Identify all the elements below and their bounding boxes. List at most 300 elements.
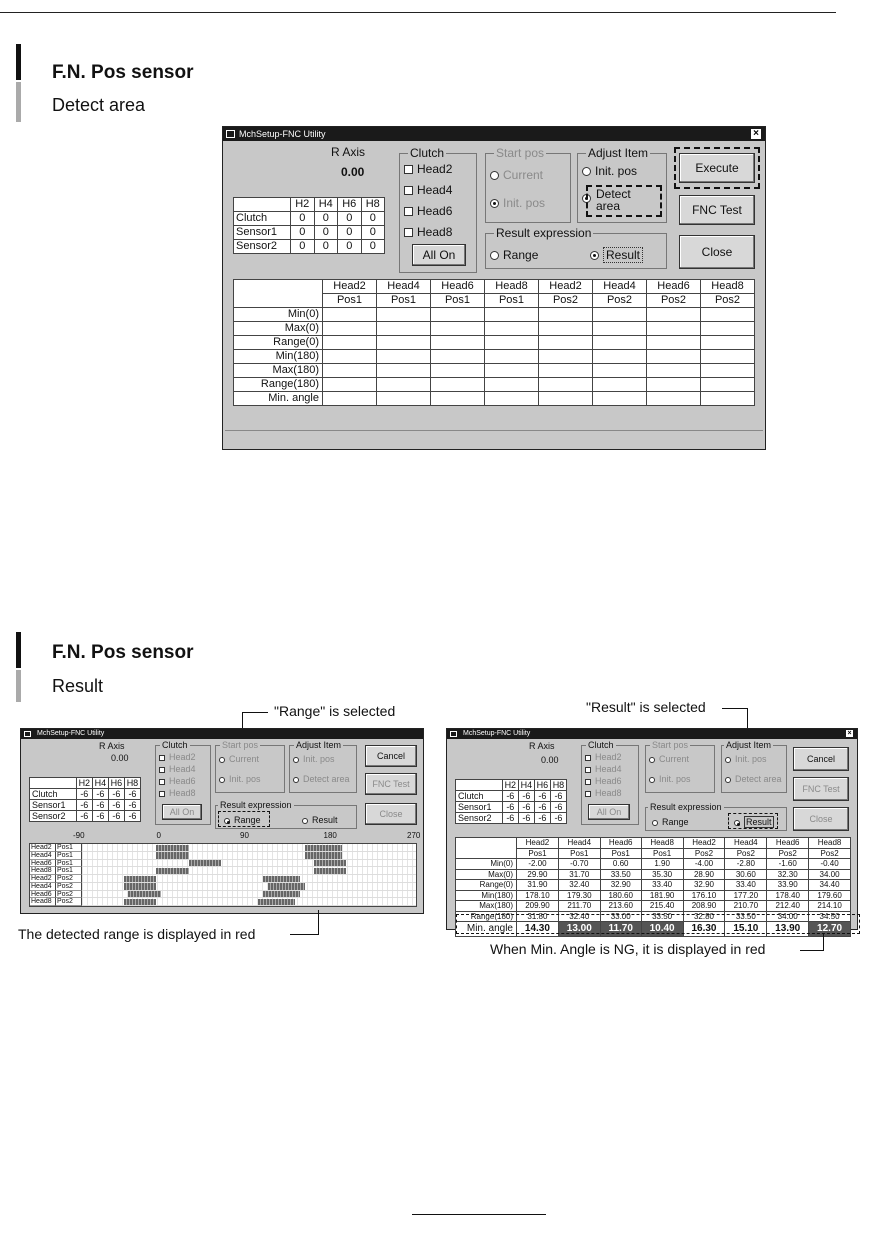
detected-range-bar: [258, 899, 295, 905]
all-on-button[interactable]: All On: [412, 244, 466, 266]
row-label: Max(180): [456, 901, 517, 912]
table-cell: [701, 308, 755, 322]
table-cell: 32.40: [558, 880, 600, 891]
header-rule: [0, 12, 836, 13]
detected-range-bar: [305, 845, 342, 851]
mini-cell: 0: [338, 240, 362, 254]
min-angle-ng-cell: 11.70: [600, 922, 641, 937]
close-button[interactable]: Close: [793, 807, 849, 831]
detected-range-bar: [156, 845, 188, 851]
table-cell: [701, 378, 755, 392]
mini-cell: -6: [550, 791, 566, 802]
close-button[interactable]: Close: [365, 803, 417, 825]
mini-cell: 0: [361, 240, 385, 254]
mini-cell: -6: [502, 791, 518, 802]
adjust-item-label: Adjust Item: [588, 146, 649, 160]
table-cell: [701, 336, 755, 350]
window-title: MchSetup-FNC Utility: [37, 730, 105, 737]
table-cell: 212.40: [767, 901, 809, 912]
col-head: Head4: [558, 838, 600, 849]
table-cell: 34.50: [809, 911, 851, 922]
col-pos: Pos2: [767, 848, 809, 859]
table-cell: 211.70: [558, 901, 600, 912]
mini-cell: -6: [108, 789, 124, 800]
col-pos: Pos1: [323, 294, 377, 308]
clutch-head6-checkbox[interactable]: Head6: [404, 204, 452, 218]
result-selected-annotation: "Result" is selected: [586, 699, 706, 715]
table-cell: [701, 322, 755, 336]
app-icon: [226, 130, 235, 138]
col-pos: Pos2: [725, 848, 767, 859]
range-radio[interactable]: Range: [490, 248, 538, 262]
range-highlight: [218, 811, 270, 827]
startpos-group: [485, 146, 571, 223]
table-row: [456, 880, 851, 891]
table-cell: 32.90: [683, 880, 725, 891]
clutch-head6-checkbox[interactable]: Head6: [159, 776, 196, 786]
adjust-detect-area-radio[interactable]: Detect area: [582, 188, 642, 212]
table-cell: [701, 364, 755, 378]
adjust-item-group: [289, 740, 357, 793]
table-cell: 33.50: [725, 911, 767, 922]
raxis-label: R Axis: [529, 741, 555, 751]
table-cell: [539, 350, 593, 364]
mini-header: H2: [76, 778, 92, 789]
mini-cell: -6: [502, 813, 518, 824]
mini-cell: 0: [291, 240, 315, 254]
clutch-group: [155, 740, 211, 825]
table-row: [234, 350, 755, 364]
raxis-value: 0.00: [341, 165, 365, 179]
range-row-head: Head6: [30, 860, 56, 868]
row-label: Min(180): [234, 350, 323, 364]
close-icon[interactable]: ×: [847, 730, 852, 737]
mini-cell: 0: [291, 212, 315, 226]
table-cell: 215.40: [641, 901, 683, 912]
table-cell: -2.00: [517, 859, 559, 870]
col-pos: Pos2: [593, 294, 647, 308]
table-cell: -1.60: [767, 859, 809, 870]
range-row-pos: Pos1: [56, 852, 82, 860]
window-titlebar: [21, 729, 423, 739]
mini-row-label: Sensor2: [456, 813, 503, 824]
row-label: Range(0): [234, 336, 323, 350]
callout-line: [318, 910, 319, 934]
result-radio[interactable]: Result: [734, 817, 774, 827]
clutch-head4-checkbox[interactable]: Head4: [159, 764, 196, 774]
col-head: Head4: [377, 280, 431, 294]
adjust-initpos-radio[interactable]: Init. pos: [582, 164, 637, 178]
table-cell: [593, 364, 647, 378]
clutch-head6-checkbox[interactable]: Head6: [585, 776, 622, 786]
table-cell: -2.80: [725, 859, 767, 870]
fnc-test-button[interactable]: FNC Test: [679, 195, 755, 225]
table-row: [456, 859, 851, 870]
table-row: [456, 901, 851, 912]
table-cell: 1.90: [641, 859, 683, 870]
detected-range-bar: [263, 876, 300, 882]
mini-corner: [234, 198, 291, 212]
table-cell: [539, 336, 593, 350]
table-cell: [323, 336, 377, 350]
range-row-head: Head4: [30, 883, 56, 891]
table-cell: [485, 364, 539, 378]
startpos-initpos-radio[interactable]: Init. pos: [649, 774, 691, 784]
table-cell: [377, 336, 431, 350]
table-cell: [593, 336, 647, 350]
table-cell: 31.90: [517, 880, 559, 891]
cancel-button[interactable]: Cancel: [365, 745, 417, 767]
mini-cell: 0: [361, 212, 385, 226]
adjust-initpos-radio[interactable]: Init. pos: [293, 754, 335, 764]
mini-cell: -6: [518, 802, 534, 813]
detected-range-bar: [268, 883, 305, 889]
range-selected-annotation: "Range" is selected: [274, 703, 396, 719]
mini-cell: 0: [314, 240, 338, 254]
fnc-utility-window-range: [20, 728, 424, 914]
row-label: Range(180): [456, 911, 517, 922]
callout-line: [722, 708, 748, 709]
mini-cell: 0: [338, 212, 362, 226]
range-row-track: [82, 860, 416, 868]
axis-tick-label: 90: [240, 831, 249, 840]
callout-line: [823, 934, 824, 950]
col-head: Head2: [683, 838, 725, 849]
mini-table: [29, 777, 141, 822]
startpos-current-radio[interactable]: Current: [649, 754, 689, 764]
col-head: Head2: [539, 280, 593, 294]
mini-row-label: Sensor1: [456, 802, 503, 813]
table-cell: [485, 308, 539, 322]
mini-header: H4: [518, 780, 534, 791]
table-cell: [485, 322, 539, 336]
clutch-head8-checkbox[interactable]: Head8: [159, 788, 196, 798]
angle-axis: [29, 831, 421, 841]
result-expression-group: [645, 802, 787, 831]
table-cell: [647, 322, 701, 336]
table-row: [234, 336, 755, 350]
adjust-item-label: Adjust Item: [296, 740, 342, 750]
range-row-head: Head8: [30, 898, 56, 906]
adjust-detect-area-radio[interactable]: Detect area: [293, 774, 350, 784]
result-radio[interactable]: Result: [302, 815, 338, 825]
result-expression-group: [215, 800, 357, 829]
mini-table: [233, 197, 385, 254]
table-cell: 178.40: [767, 890, 809, 901]
table-cell: [431, 350, 485, 364]
section-marker: [16, 670, 21, 702]
table-cell: [593, 392, 647, 406]
clutch-head4-checkbox[interactable]: Head4: [585, 764, 622, 774]
mini-header: H6: [534, 780, 550, 791]
col-pos: Pos1: [485, 294, 539, 308]
col-pos: Pos2: [683, 848, 725, 859]
mini-cell: 0: [314, 226, 338, 240]
all-on-button[interactable]: All On: [162, 804, 202, 820]
range-row-head: Head6: [30, 891, 56, 899]
fnc-utility-window: [222, 126, 766, 450]
startpos-label: Start pos: [222, 740, 259, 750]
startpos-label: Start pos: [496, 146, 545, 160]
mini-cell: -6: [92, 789, 108, 800]
axis-tick-label: -90: [73, 831, 85, 840]
range-row-head: Head8: [30, 867, 56, 875]
adjust-detect-area-radio[interactable]: Detect area: [725, 774, 782, 784]
mini-header: H2: [502, 780, 518, 791]
mini-header: H8: [124, 778, 140, 789]
mini-cell: -6: [534, 813, 550, 824]
fnc-utility-window-result: [446, 728, 858, 934]
mini-row-label: Sensor1: [234, 226, 291, 240]
detected-range-bar: [124, 899, 156, 905]
table-row: [456, 869, 851, 880]
col-head: Head6: [431, 280, 485, 294]
mini-header: H2: [291, 198, 315, 212]
table-cell: -0.70: [558, 859, 600, 870]
clutch-head8-checkbox[interactable]: Head8: [585, 788, 622, 798]
result-radio[interactable]: Result: [590, 248, 643, 262]
clutch-head8-checkbox[interactable]: Head8: [404, 225, 452, 239]
mini-cell: -6: [124, 789, 140, 800]
table-cell: [647, 350, 701, 364]
mini-cell: -6: [550, 813, 566, 824]
mini-cell: -6: [550, 802, 566, 813]
table-cell: 209.90: [517, 901, 559, 912]
detected-range-bar: [128, 891, 160, 897]
table-cell: [377, 392, 431, 406]
clutch-group: [399, 146, 477, 273]
mini-cell: -6: [92, 811, 108, 822]
close-button[interactable]: Close: [679, 235, 755, 269]
table-cell: [701, 392, 755, 406]
table-cell: [539, 364, 593, 378]
range-row-pos: Pos2: [56, 883, 82, 891]
all-on-button[interactable]: All On: [588, 804, 630, 820]
table-cell: 176.10: [683, 890, 725, 901]
range-chart: [29, 843, 417, 907]
col-pos: Pos1: [641, 848, 683, 859]
range-row-track: [82, 867, 416, 875]
detected-range-bar: [189, 860, 221, 866]
table-cell: [485, 392, 539, 406]
raxis-value: 0.00: [541, 755, 559, 765]
row-label: Max(180): [234, 364, 323, 378]
range-row-head: Head4: [30, 852, 56, 860]
raxis-label: R Axis: [99, 741, 125, 751]
mini-row-label: Sensor2: [30, 811, 77, 822]
range-row-head: Head2: [30, 844, 56, 852]
table-row: [234, 378, 755, 392]
mini-cell: 0: [361, 226, 385, 240]
window-title: MchSetup-FNC Utility: [239, 129, 326, 139]
result-highlight: [728, 813, 778, 829]
mini-cell: -6: [92, 800, 108, 811]
table-cell: [647, 378, 701, 392]
mini-cell: -6: [76, 811, 92, 822]
startpos-current-radio[interactable]: Current: [490, 168, 543, 182]
callout-line: [800, 950, 824, 951]
col-head: Head8: [641, 838, 683, 849]
table-cell: [485, 350, 539, 364]
table-cell: [431, 364, 485, 378]
detected-range-annotation: The detected range is displayed in red: [18, 926, 256, 942]
table-row: [234, 364, 755, 378]
adjust-item-label: Adjust Item: [726, 740, 772, 750]
mini-row-label: Clutch: [30, 789, 77, 800]
table-cell: -0.40: [809, 859, 851, 870]
adjust-initpos-radio[interactable]: Init. pos: [725, 754, 767, 764]
mini-row-label: Sensor2: [234, 240, 291, 254]
mini-header: H8: [550, 780, 566, 791]
fnc-test-button[interactable]: FNC Test: [793, 777, 849, 801]
col-pos: Pos2: [809, 848, 851, 859]
table-cell: [323, 350, 377, 364]
clutch-label: Clutch: [588, 740, 614, 750]
row-label: Range(0): [456, 880, 517, 891]
detected-range-bar: [314, 868, 346, 874]
table-cell: [431, 378, 485, 392]
mini-cell: -6: [502, 802, 518, 813]
window-titlebar: [223, 127, 765, 141]
range-row-pos: Pos2: [56, 875, 82, 883]
mini-cell: -6: [108, 800, 124, 811]
table-cell: [377, 350, 431, 364]
table-cell: 208.90: [683, 901, 725, 912]
clutch-label: Clutch: [410, 146, 445, 160]
range-radio[interactable]: Range: [652, 817, 689, 827]
mini-row-label: Clutch: [234, 212, 291, 226]
mini-cell: -6: [76, 800, 92, 811]
col-head: Head2: [517, 838, 559, 849]
raxis-label: R Axis: [331, 145, 366, 159]
mini-header: H6: [338, 198, 362, 212]
range-row-pos: Pos1: [56, 844, 82, 852]
row-label: Min(0): [456, 859, 517, 870]
mini-cell: -6: [534, 802, 550, 813]
min-angle-ng-cell: 10.40: [641, 922, 683, 937]
col-pos: Pos1: [558, 848, 600, 859]
mini-cell: -6: [534, 791, 550, 802]
result-expression-label: Result expression: [496, 226, 592, 240]
range-row-pos: Pos1: [56, 867, 82, 875]
table-cell: 210.70: [725, 901, 767, 912]
min-angle-cell: 15.10: [725, 922, 767, 937]
execute-button[interactable]: Execute: [679, 153, 755, 183]
detected-range-bar: [263, 891, 300, 897]
range-row-pos: Pos1: [56, 860, 82, 868]
startpos-label: Start pos: [652, 740, 689, 750]
detect-area-highlight: [586, 185, 662, 217]
table-cell: [323, 322, 377, 336]
mini-header: H4: [314, 198, 338, 212]
result-expression-label: Result expression: [220, 800, 292, 810]
mini-header: H6: [108, 778, 124, 789]
table-corner: [234, 280, 323, 308]
row-label: Range(180): [234, 378, 323, 392]
section1-subtitle: Detect area: [52, 95, 146, 115]
clutch-head4-checkbox[interactable]: Head4: [404, 183, 452, 197]
row-label: Min(180): [456, 890, 517, 901]
col-pos: Pos1: [431, 294, 485, 308]
startpos-initpos-radio[interactable]: Init. pos: [219, 774, 261, 784]
table-cell: 32.80: [683, 911, 725, 922]
table-cell: [647, 308, 701, 322]
col-pos: Pos2: [701, 294, 755, 308]
window-titlebar: [447, 729, 857, 739]
table-corner: [456, 838, 517, 859]
table-cell: 32.30: [767, 869, 809, 880]
footer-rule: [412, 1214, 546, 1215]
table-cell: -4.00: [683, 859, 725, 870]
callout-line: [290, 934, 319, 935]
table-cell: 32.40: [558, 911, 600, 922]
mini-cell: -6: [124, 800, 140, 811]
table-cell: 33.40: [725, 880, 767, 891]
table-cell: [377, 322, 431, 336]
table-row: [234, 308, 755, 322]
col-pos: Pos1: [377, 294, 431, 308]
adjust-item-group: [721, 740, 787, 793]
table-cell: 32.90: [600, 880, 641, 891]
table-cell: [431, 336, 485, 350]
table-cell: [647, 336, 701, 350]
table-cell: [593, 350, 647, 364]
table-row: [456, 890, 851, 901]
axis-tick-label: 180: [323, 831, 337, 840]
range-row-track: [82, 852, 416, 860]
mini-cell: 0: [314, 212, 338, 226]
clutch-head2-checkbox[interactable]: Head2: [585, 752, 622, 762]
section2-subtitle: Result: [52, 676, 104, 696]
startpos-group: [645, 740, 715, 793]
range-row-pos: Pos2: [56, 898, 82, 906]
table-cell: [539, 308, 593, 322]
range-row-head: Head2: [30, 875, 56, 883]
app-icon: [450, 731, 457, 737]
min-angle-cell: 13.90: [767, 922, 809, 937]
section1-title: F.N. Pos sensor: [52, 62, 194, 83]
mini-row-label: Clutch: [456, 791, 503, 802]
range-radio[interactable]: Range: [224, 815, 261, 825]
table-cell: 31.80: [517, 911, 559, 922]
clutch-head2-checkbox[interactable]: Head2: [159, 752, 196, 762]
table-cell: 28.90: [683, 869, 725, 880]
table-cell: 34.00: [809, 869, 851, 880]
clutch-group: [581, 740, 639, 825]
ng-annotation: When Min. Angle is NG, it is displayed in red: [490, 941, 766, 957]
startpos-initpos-radio[interactable]: Init. pos: [490, 196, 545, 210]
fnc-test-button[interactable]: FNC Test: [365, 773, 417, 795]
table-cell: [377, 378, 431, 392]
startpos-current-radio[interactable]: Current: [219, 754, 259, 764]
section-marker: [16, 44, 21, 80]
table-cell: [323, 308, 377, 322]
mini-cell: -6: [518, 813, 534, 824]
table-cell: 178.10: [517, 890, 559, 901]
table-cell: 31.70: [558, 869, 600, 880]
row-label: Max(0): [234, 322, 323, 336]
clutch-head2-checkbox[interactable]: Head2: [404, 162, 452, 176]
mini-cell: 0: [338, 226, 362, 240]
close-icon[interactable]: ×: [751, 129, 761, 139]
axis-tick-label: 270: [407, 831, 421, 840]
cancel-button[interactable]: Cancel: [793, 747, 849, 771]
table-cell: [431, 392, 485, 406]
mini-cell: -6: [108, 811, 124, 822]
col-head: Head6: [647, 280, 701, 294]
startpos-group: [215, 740, 285, 793]
table-cell: [323, 364, 377, 378]
